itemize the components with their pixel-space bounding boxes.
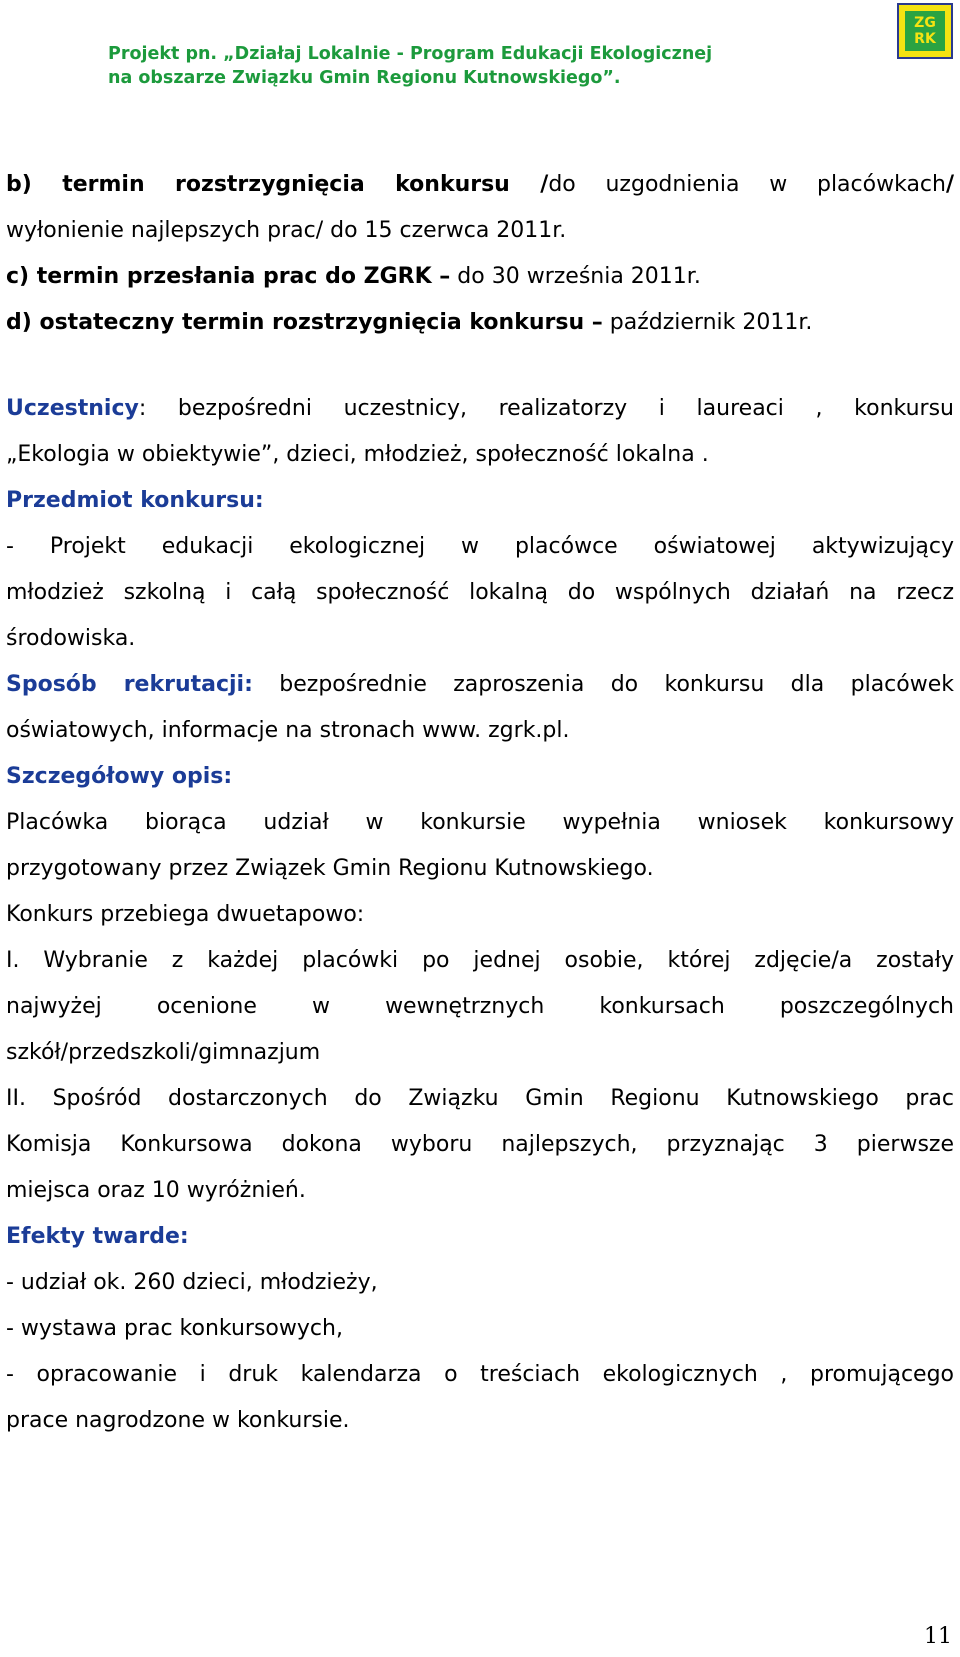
opis-line-3: Konkurs przebiega dwuetapowo: bbox=[6, 902, 365, 927]
item-c bbox=[6, 262, 954, 308]
logo-text-2: RK bbox=[914, 31, 936, 47]
uczestnicy-text: : bezpośredni uczestnicy, realizatorzy i laureaci , konkursu bbox=[138, 396, 954, 421]
efekt-line-4: prace nagrodzone w konkursie. bbox=[6, 1408, 350, 1433]
etap2-line-1: II. Spośród dostarczonych do Związku Gmin Regionu Kutnowskiego prac bbox=[6, 1086, 954, 1111]
item-b bbox=[6, 170, 954, 216]
document-body bbox=[6, 170, 954, 1452]
document-header bbox=[108, 42, 712, 90]
item-b-text: do uzgodnienia w placówkach bbox=[548, 172, 946, 197]
sposob bbox=[6, 670, 954, 716]
szczegolowy-label: Szczegółowy opis: bbox=[6, 764, 233, 789]
sposob-text: bezpośrednie zaproszenia do konkursu dla placówek bbox=[252, 672, 954, 697]
item-b-slash: / bbox=[945, 172, 955, 197]
header-line-2: na obszarze Związku Gmin Regionu Kutnowskiego”. bbox=[108, 68, 621, 88]
item-c-text: do 30 września 2011r. bbox=[450, 264, 701, 289]
uczestnicy-label: Uczestnicy bbox=[6, 396, 139, 421]
etap1-line-2: najwyżej ocenione w wewnętrznych konkursach poszczególnych bbox=[6, 994, 954, 1019]
etap1-line-3: szkół/przedszkoli/gimnazjum bbox=[6, 1040, 321, 1065]
etap2-line-2: Komisja Konkursowa dokona wyboru najlepszych, przyznając 3 pierwsze bbox=[6, 1132, 954, 1157]
efekt-line-2: - wystawa prac konkursowych, bbox=[6, 1316, 343, 1341]
przedmiot-label: Przedmiot konkursu: bbox=[6, 488, 264, 513]
uczestnicy bbox=[6, 394, 954, 440]
opis-line-1: Placówka biorąca udział w konkursie wypełnia wniosek konkursowy bbox=[6, 810, 954, 835]
item-b-cont: wyłonienie najlepszych prac/ do 15 czerwca 2011r. bbox=[6, 218, 567, 243]
efekty-label: Efekty twarde: bbox=[6, 1224, 189, 1249]
opis-line-2: przygotowany przez Związek Gmin Regionu Kutnowskiego. bbox=[6, 856, 654, 881]
item-d bbox=[6, 308, 954, 354]
etap1-line-1: I. Wybranie z każdej placówki po jednej osobie, której zdjęcie/a zostały bbox=[6, 948, 954, 973]
efekt-line-3: - opracowanie i druk kalendarza o treściach ekologicznych , promującego bbox=[6, 1362, 954, 1387]
header-line-1: Projekt pn. „Działaj Lokalnie - Program Edukacji Ekologicznej bbox=[108, 44, 713, 64]
efekt-line-1: - udział ok. 260 dzieci, młodzieży, bbox=[6, 1270, 378, 1295]
logo-text-1: ZG bbox=[914, 15, 936, 31]
item-b-label: b) termin rozstrzygnięcia konkursu / bbox=[6, 172, 549, 197]
page-number: 11 bbox=[924, 1624, 952, 1649]
item-d-label: d) ostateczny termin rozstrzygnięcia konkursu – bbox=[6, 310, 603, 335]
item-c-label: c) termin przesłania prac do ZGRK – bbox=[6, 264, 451, 289]
przedmiot-line-3: środowiska. bbox=[6, 626, 136, 651]
zgrk-logo bbox=[897, 3, 953, 59]
zgrk-logo-mark bbox=[905, 11, 945, 51]
sposob-cont: oświatowych, informacje na stronach www. zgrk.pl. bbox=[6, 718, 570, 743]
item-d-text: październik 2011r. bbox=[602, 310, 813, 335]
przedmiot-line-1: - Projekt edukacji ekologicznej w placówce oświatowej aktywizujący bbox=[6, 534, 954, 559]
etap2-line-3: miejsca oraz 10 wyróżnień. bbox=[6, 1178, 306, 1203]
uczestnicy-cont: „Ekologia w obiektywie”, dzieci, młodzież, społeczność lokalna . bbox=[6, 442, 709, 467]
przedmiot-line-2: młodzież szkolną i całą społeczność lokalną do wspólnych działań na rzecz bbox=[6, 580, 954, 605]
sposob-label: Sposób rekrutacji: bbox=[6, 672, 253, 697]
